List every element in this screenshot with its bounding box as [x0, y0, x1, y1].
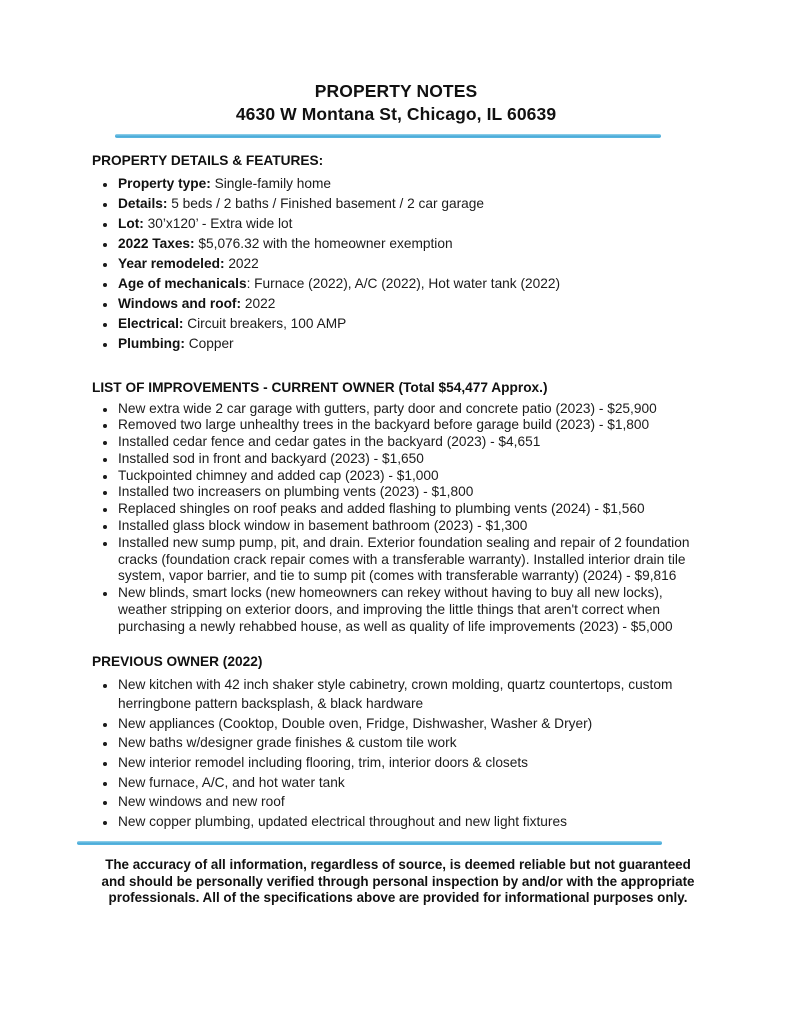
list-item: • New interior remodel including flooring, trim, interior doors & closets	[117, 753, 700, 773]
section-heading: PROPERTY DETAILS & FEATURES:	[92, 152, 324, 168]
item-label: Property type:	[118, 175, 211, 191]
list-item: • Windows and roof: 2022	[117, 294, 700, 314]
list-item: • New windows and new roof	[117, 792, 700, 812]
list-item: • New kitchen with 42 inch shaker style cabinetry, crown molding, quartz countertops, custom herringbone pattern backsplash, & black hardware	[117, 675, 700, 714]
list-item: • Plumbing: Copper	[117, 334, 700, 354]
item-label: Lot:	[118, 215, 144, 231]
list-item: • New copper plumbing, updated electrical throughout and new light fixtures	[117, 812, 700, 832]
bullet-list	[92, 174, 700, 354]
list-item: • New baths w/designer grade finishes & custom tile work	[117, 733, 700, 753]
property-address: 4630 W Montana St, Chicago, IL 60639	[235, 104, 557, 124]
list-item: • New blinds, smart locks (new homeowners can rekey without having to buy all new locks), weather stripping on exterior doors, and improving the little things that aren't correct when purchasing a newly rehabbed house, as well as quality of life improvements (2023) - $5,000	[117, 585, 700, 635]
item-label: Age of mechanicals	[118, 275, 247, 291]
item-label: Details:	[118, 195, 168, 211]
section-heading: PREVIOUS OWNER (2022)	[92, 653, 263, 669]
sections-container	[92, 152, 700, 832]
bottom-divider-line	[77, 841, 662, 845]
section-property-details	[92, 152, 700, 354]
top-divider-line	[115, 134, 661, 138]
list-item: • Year remodeled: 2022	[117, 254, 700, 274]
bullet-list	[92, 675, 700, 832]
list-item: • Installed glass block window in basement bathroom (2023) - $1,300	[117, 518, 700, 535]
list-item: • Removed two large unhealthy trees in the backyard before garage build (2023) - $1,800	[117, 417, 700, 434]
item-label: Plumbing:	[118, 335, 185, 351]
list-item: • Electrical: Circuit breakers, 100 AMP	[117, 314, 700, 334]
list-item: • Property type: Single-family home	[117, 174, 700, 194]
item-label: 2022 Taxes:	[118, 235, 195, 251]
list-item: • Lot: 30’x120’ - Extra wide lot	[117, 214, 700, 234]
list-item: • New appliances (Cooktop, Double oven, Fridge, Dishwasher, Washer & Dryer)	[117, 714, 700, 734]
page-title: PROPERTY NOTES	[314, 81, 478, 101]
section-heading: LIST OF IMPROVEMENTS - CURRENT OWNER (Total $54,477 Approx.)	[92, 379, 548, 395]
item-label: Electrical:	[118, 315, 184, 331]
list-item: • Tuckpointed chimney and added cap (2023) - $1,000	[117, 468, 700, 485]
list-item: • Replaced shingles on roof peaks and added flashing to plumbing vents (2024) - $1,560	[117, 501, 700, 518]
section-previous-owner	[92, 653, 700, 832]
list-item: • 2022 Taxes: $5,076.32 with the homeowner exemption	[117, 234, 700, 254]
section-improvements-current-owner	[92, 379, 700, 636]
list-item: • Installed sod in front and backyard (2023) - $1,650	[117, 451, 700, 468]
list-item: • New furnace, A/C, and hot water tank	[117, 773, 700, 793]
list-item: • New extra wide 2 car garage with gutters, party door and concrete patio (2023) - $25,900	[117, 401, 700, 418]
list-item: • Installed cedar fence and cedar gates in the backyard (2023) - $4,651	[117, 434, 700, 451]
bullet-list	[92, 401, 700, 636]
item-label: Year remodeled:	[118, 255, 225, 271]
list-item: • Installed two increasers on plumbing vents (2023) - $1,800	[117, 484, 700, 501]
disclaimer-text: The accuracy of all information, regardless of source, is deemed reliable but not guaranteed and should be personally verified through personal inspection by and/or with the appropriate professionals. All of the specifications above are provided for informational purposes only.	[101, 856, 695, 906]
item-label: Windows and roof:	[118, 295, 242, 311]
list-item: • Age of mechanicals: Furnace (2022), A/C (2022), Hot water tank (2022)	[117, 274, 700, 294]
list-item: • Details: 5 beds / 2 baths / Finished basement / 2 car garage	[117, 194, 700, 214]
list-item: • Installed new sump pump, pit, and drain. Exterior foundation sealing and repair of 2 foundation cracks (foundation crack repair comes with a transferable warranty). Installed interior drain tile system, vapor barrier, and tie to sump pit (comes with transferable warranty) (2024) - $9,816	[117, 535, 700, 585]
